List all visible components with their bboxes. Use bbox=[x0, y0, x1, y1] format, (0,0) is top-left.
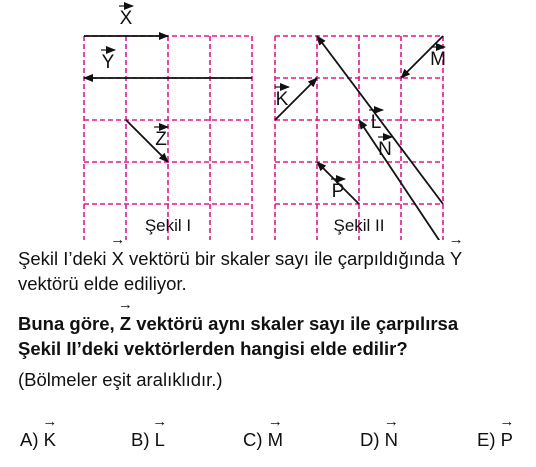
question-text: Şekil I’deki bbox=[18, 248, 112, 269]
question-text: vektörü bir skaler sayı ile çarpıldığında bbox=[123, 248, 450, 269]
option-e[interactable] bbox=[477, 429, 513, 451]
caption-sekil-2: Şekil II bbox=[333, 216, 385, 235]
answer-options bbox=[20, 429, 525, 457]
option-b[interactable] bbox=[131, 429, 165, 451]
question-line-3 bbox=[18, 312, 458, 336]
option-letter: B) bbox=[131, 429, 150, 450]
option-c[interactable] bbox=[243, 429, 283, 451]
vector-z-label: Z bbox=[155, 129, 167, 150]
option-vector: → M bbox=[268, 429, 283, 451]
option-letter: D) bbox=[360, 429, 380, 450]
question-line-1 bbox=[18, 247, 462, 271]
option-letter: A) bbox=[20, 429, 39, 450]
labels-sekil-2 bbox=[275, 47, 446, 202]
question-line-2: vektörü elde ediliyor. bbox=[18, 273, 187, 294]
option-vector: → P bbox=[501, 429, 513, 451]
vector-z-symbol: → Z bbox=[120, 312, 131, 336]
option-d[interactable] bbox=[360, 429, 398, 451]
option-vector: → N bbox=[385, 429, 398, 451]
question-line-4: Şekil II’deki vektörlerden hangisi elde edilir? bbox=[18, 338, 408, 359]
question-text: vektörü aynı skaler sayı ile çarpılırsa bbox=[131, 313, 459, 334]
question-text: Buna göre, bbox=[18, 313, 120, 334]
vector-k-label: K bbox=[275, 89, 289, 110]
vector-x-symbol: → X bbox=[112, 247, 124, 271]
option-vector: → L bbox=[155, 429, 165, 451]
option-a[interactable] bbox=[20, 429, 56, 451]
vector-m-label: M bbox=[430, 49, 446, 70]
vector-y-symbol: → Y bbox=[450, 247, 462, 271]
vectors-sekil-2 bbox=[275, 36, 443, 240]
option-letter: E) bbox=[477, 429, 496, 450]
option-letter: C) bbox=[243, 429, 263, 450]
vector-y-label: Y bbox=[101, 52, 115, 73]
option-vector: → K bbox=[44, 429, 56, 451]
vector-x-label: X bbox=[119, 8, 133, 29]
vector-n-label: N bbox=[378, 139, 392, 160]
caption-sekil-1: Şekil I bbox=[144, 216, 192, 235]
vector-p-label: P bbox=[331, 181, 345, 202]
vector-l-label: L bbox=[370, 112, 382, 133]
question-line-5: (Bölmeler eşit aralıklıdır.) bbox=[18, 369, 223, 390]
